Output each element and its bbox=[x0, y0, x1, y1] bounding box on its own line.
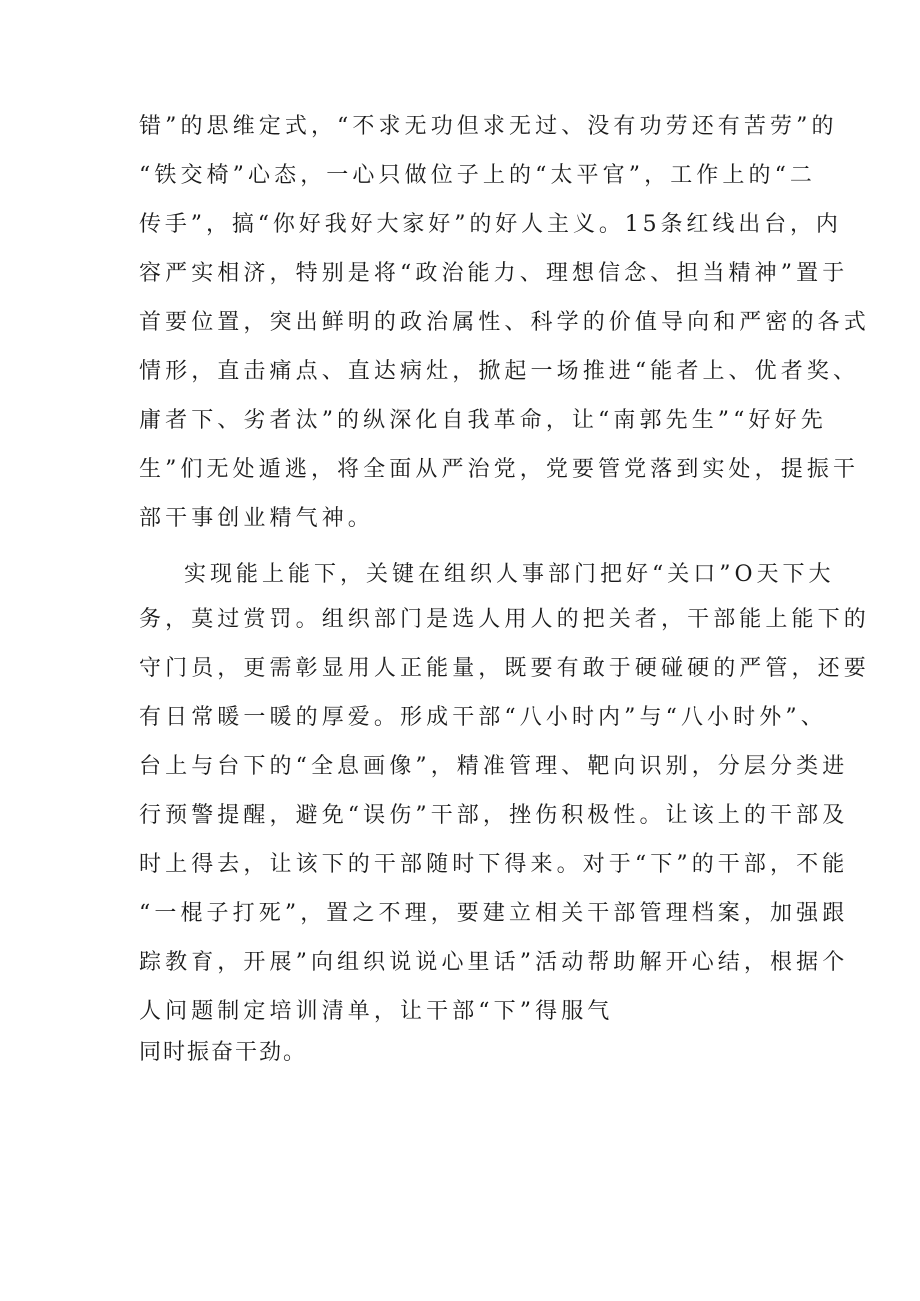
text-line: 守门员，更需彰显用人正能量，既要有敢于硬碰硬的严管，还要 bbox=[139, 656, 870, 681]
text-line: 时上得去，让该下的干部随时下得来。对于“下”的干部，不能 bbox=[139, 852, 849, 877]
text-line: 生”们无处遁逃，将全面从严治党，党要管党落到实处，提振干 bbox=[139, 457, 860, 482]
text-line: 实现能上能下，关键在组织人事部门把好“关口”O天下大 bbox=[184, 562, 835, 587]
text-line: “一棍子打死”，置之不理，要建立相关干部管理档案，加强跟 bbox=[139, 901, 849, 926]
text-line: 容严实相济，特别是将“政治能力、理想信念、担当精神”置于 bbox=[139, 261, 849, 286]
text-line: “铁交椅”心态，一心只做位子上的“太平官”，工作上的“二 bbox=[139, 163, 817, 188]
text-line: 有日常暖一暖的厚爱。形成干部“八小时内”与“八小时外”、 bbox=[139, 705, 827, 730]
text-line: 人问题制定培训清单，让干部“下”得服气 bbox=[139, 999, 614, 1024]
text-line: 部干事创业精气神。 bbox=[139, 506, 374, 531]
text-line: 错”的思维定式，“不求无功但求无过、没有功劳还有苦劳”的 bbox=[139, 114, 838, 139]
text-line: 行预警提醒，避免“误伤”干部，挫伤积极性。让该上的干部及 bbox=[139, 803, 849, 828]
text-line: 台上与台下的“全息画像”，精准管理、靶向识别，分层分类进 bbox=[139, 754, 849, 779]
text-line: 踪教育，开展”向组织说说心里话”活动帮助解开心结，根据个 bbox=[139, 950, 849, 975]
text-line: 首要位置，突出鲜明的政治属性、科学的价值导向和严密的各式 bbox=[139, 310, 870, 335]
text-line: 情形，直击痛点、直达病灶，掀起一场推进“能者上、优者奖、 bbox=[139, 359, 860, 384]
text-line: 务，莫过赏罚。组织部门是选人用人的把关者，干部能上能下的 bbox=[139, 607, 870, 632]
text-line: 传手”，搞“你好我好大家好”的好人主义。15条红线出台，内 bbox=[139, 212, 842, 237]
text-line: 同时振奋干劲。 bbox=[139, 1040, 308, 1065]
text-line: 庸者下、劣者汰”的纵深化自我革命，让“南郭先生”“好好先 bbox=[139, 408, 827, 433]
